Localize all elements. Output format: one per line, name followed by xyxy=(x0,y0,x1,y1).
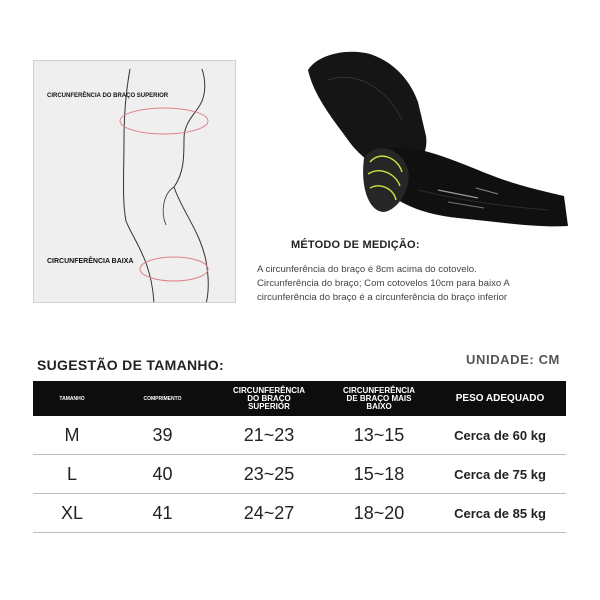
header-upper-line: CIRCUNFERÊNCIA xyxy=(233,385,305,395)
header-weight: PESO ADEQUADO xyxy=(455,392,545,404)
cell-lower: 18~20 xyxy=(353,502,405,523)
cell-size: M xyxy=(64,424,80,445)
cell-length: 41 xyxy=(152,502,173,523)
method-line: Circunferência do braço; Com cotovelos 10cm para baixo A xyxy=(257,278,510,289)
measuring-method-title: MÉTODO DE MEDIÇÃO: xyxy=(291,239,420,251)
header-lower-line: DE BRAÇO MAIS xyxy=(346,393,412,403)
header-lower-circumference xyxy=(324,387,434,411)
header-lower-line: CIRCUNFERÊNCIA xyxy=(343,385,415,395)
unit-label: UNIDADE: CM xyxy=(466,352,560,367)
method-line: circunferência do braço é a circunferência do braço inferior xyxy=(257,292,508,303)
cell-upper: 23~25 xyxy=(243,463,295,484)
cell-lower: 13~15 xyxy=(353,424,405,445)
measurement-diagram xyxy=(33,60,236,303)
size-table xyxy=(33,381,566,533)
header-upper-line: DO BRAÇO xyxy=(247,393,291,403)
lower-circumference-label: CIRCUNFERÊNCIA BAIXA xyxy=(47,258,134,265)
header-lower-line: BAIXO xyxy=(366,401,392,411)
cell-size: L xyxy=(66,463,77,484)
method-line: A circunferência do braço é 8cm acima do cotovelo. xyxy=(257,264,477,275)
cell-weight: Cerca de 60 kg xyxy=(454,427,546,443)
cell-size: XL xyxy=(60,502,84,523)
cell-length: 39 xyxy=(152,424,173,445)
cell-lower: 15~18 xyxy=(353,463,405,484)
table-row xyxy=(33,455,566,494)
size-table-header xyxy=(33,381,566,416)
arm-sleeve-image xyxy=(298,40,570,236)
header-length: COMPRIMENTO xyxy=(143,395,182,402)
cell-weight: Cerca de 75 kg xyxy=(454,466,546,482)
cell-upper: 24~27 xyxy=(243,502,295,523)
table-row xyxy=(33,494,566,533)
header-size: TAMANHO xyxy=(59,395,85,402)
table-row xyxy=(33,416,566,455)
measuring-method-description xyxy=(257,263,577,305)
cell-weight: Cerca de 85 kg xyxy=(454,505,546,521)
header-upper-line: SUPERIOR xyxy=(248,401,290,411)
size-suggestion-title: SUGESTÃO DE TAMANHO: xyxy=(37,357,224,373)
cell-upper: 21~23 xyxy=(243,424,295,445)
upper-arm-circumference-label: CIRCUNFERÊNCIA DO BRAÇO SUPERIOR xyxy=(47,93,169,99)
cell-length: 40 xyxy=(152,463,173,484)
compression-arm-sleeve-icon xyxy=(298,40,570,236)
header-upper-circumference xyxy=(214,387,324,411)
